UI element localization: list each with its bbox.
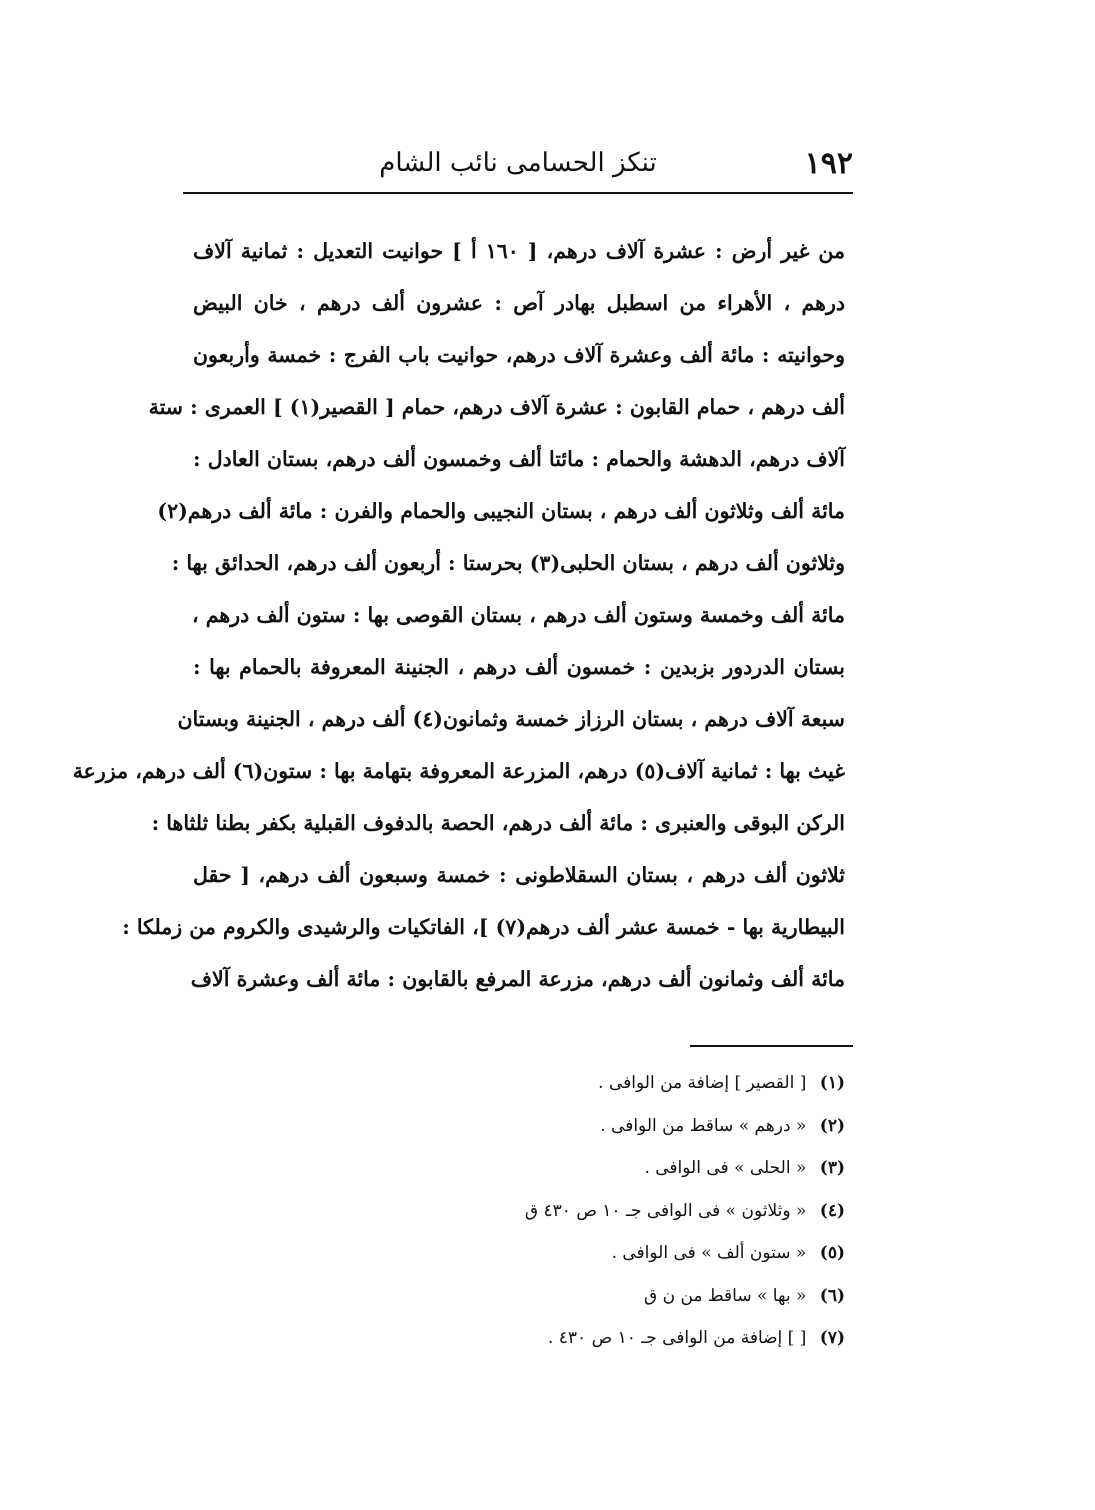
footnote (425, 1190, 845, 1233)
footnote-number: (٥) (819, 1243, 845, 1263)
footnote-number: (٧) (819, 1328, 845, 1348)
footnote (425, 1147, 845, 1190)
footnote (425, 1232, 845, 1275)
running-title: تنكز الحسامى نائب الشام (379, 148, 657, 178)
footnote (425, 1275, 845, 1318)
text-line: بستان الدردور بزبدين : خمسون ألف درهم ، الجنينة المعروفة بالحمام بها : (193, 655, 845, 679)
footnote-number: (٣) (819, 1158, 845, 1178)
footnote-text: « بها » ساقط من ن ق (643, 1285, 807, 1306)
text-line: ألف درهم ، حمام القابون : عشرة آلاف درهم، حمام [ القصير(١) ] العمرى : ستة (148, 395, 845, 419)
text-line: آلاف درهم، الدهشة والحمام : مائتا ألف وخمسون ألف درهم، بستان العادل : (193, 447, 845, 471)
page-number: ١٩٢ (804, 146, 853, 181)
footnote-text: « وثلاثون » فى الوافى جـ ١٠ ص ٤٣٠ ق (524, 1200, 807, 1221)
text-line: درهم ، الأهراء من اسطبل بهادر آص : عشرون ألف درهم ، خان البيض (193, 291, 845, 315)
text-line: الركن البوقى والعنبرى : مائة ألف درهم، الحصة بالدفوف القبلية بكفر بطنا ثلثاها : (151, 811, 845, 835)
text-line: مائة ألف وخمسة وستون ألف درهم ، بستان القوصى بها : ستون ألف درهم ، (192, 603, 845, 627)
footnote-text: « درهم » ساقط من الوافى . (600, 1115, 807, 1136)
footnotes (425, 1062, 845, 1360)
text-line: وحوانيته : مائة ألف وعشرة آلاف درهم، حوانيت باب الفرج : خمسة وأربعون (193, 343, 845, 367)
text-line: من غير أرض : عشرة آلاف درهم، [ ١٦٠ أ ] حوانيت التعديل : ثمانية آلاف (193, 239, 845, 263)
footnote (425, 1105, 845, 1148)
text-line: ثلاثون ألف درهم ، بستان السقلاطونى : خمسة وسبعون ألف درهم، [ حقل (193, 863, 845, 887)
footnote-rule (690, 1045, 853, 1047)
footnote-number: (٤) (819, 1200, 845, 1221)
footnote-text: « الحلى » فى الوافى . (644, 1158, 807, 1178)
header-rule (183, 192, 853, 194)
text-line: البيطارية بها - خمسة عشر ألف درهم(٧) ]، الفاتكيات والرشيدى والكروم من زملكا : (122, 915, 845, 939)
footnote-text: [ القصير ] إضافة من الوافى . (598, 1073, 807, 1093)
footnote (425, 1317, 845, 1360)
footnote (425, 1062, 845, 1105)
text-line: سبعة آلاف درهم ، بستان الرزاز خمسة وثمانون(٤) ألف درهم ، الجنينة وبستان (177, 707, 845, 731)
footnote-text: « ستون ألف » فى الوافى . (611, 1243, 807, 1263)
text-line: مائة ألف وثمانون ألف درهم، مزرعة المرفع بالقابون : مائة ألف وعشرة آلاف (190, 967, 845, 991)
footnote-number: (٦) (819, 1285, 845, 1306)
text-line: وثلاثون ألف درهم ، بستان الحلبى(٣) بحرستا : أربعون ألف درهم، الحدائق بها : (171, 551, 845, 575)
text-line: مائة ألف وثلاثون ألف درهم ، بستان النجيبى والحمام والفرن : مائة ألف درهم(٢) (157, 499, 845, 523)
footnote-number: (١) (819, 1073, 845, 1093)
footnote-text: [ ] إضافة من الوافى جـ ١٠ ص ٤٣٠ . (547, 1328, 807, 1348)
footnote-number: (٢) (819, 1115, 845, 1136)
main-text (72, 225, 845, 1005)
page-header (183, 138, 853, 190)
text-line: غيث بها : ثمانية آلاف(٥) درهم، المزرعة المعروفة بتهامة بها : ستون(٦) ألف درهم، مزرعة (72, 759, 845, 783)
